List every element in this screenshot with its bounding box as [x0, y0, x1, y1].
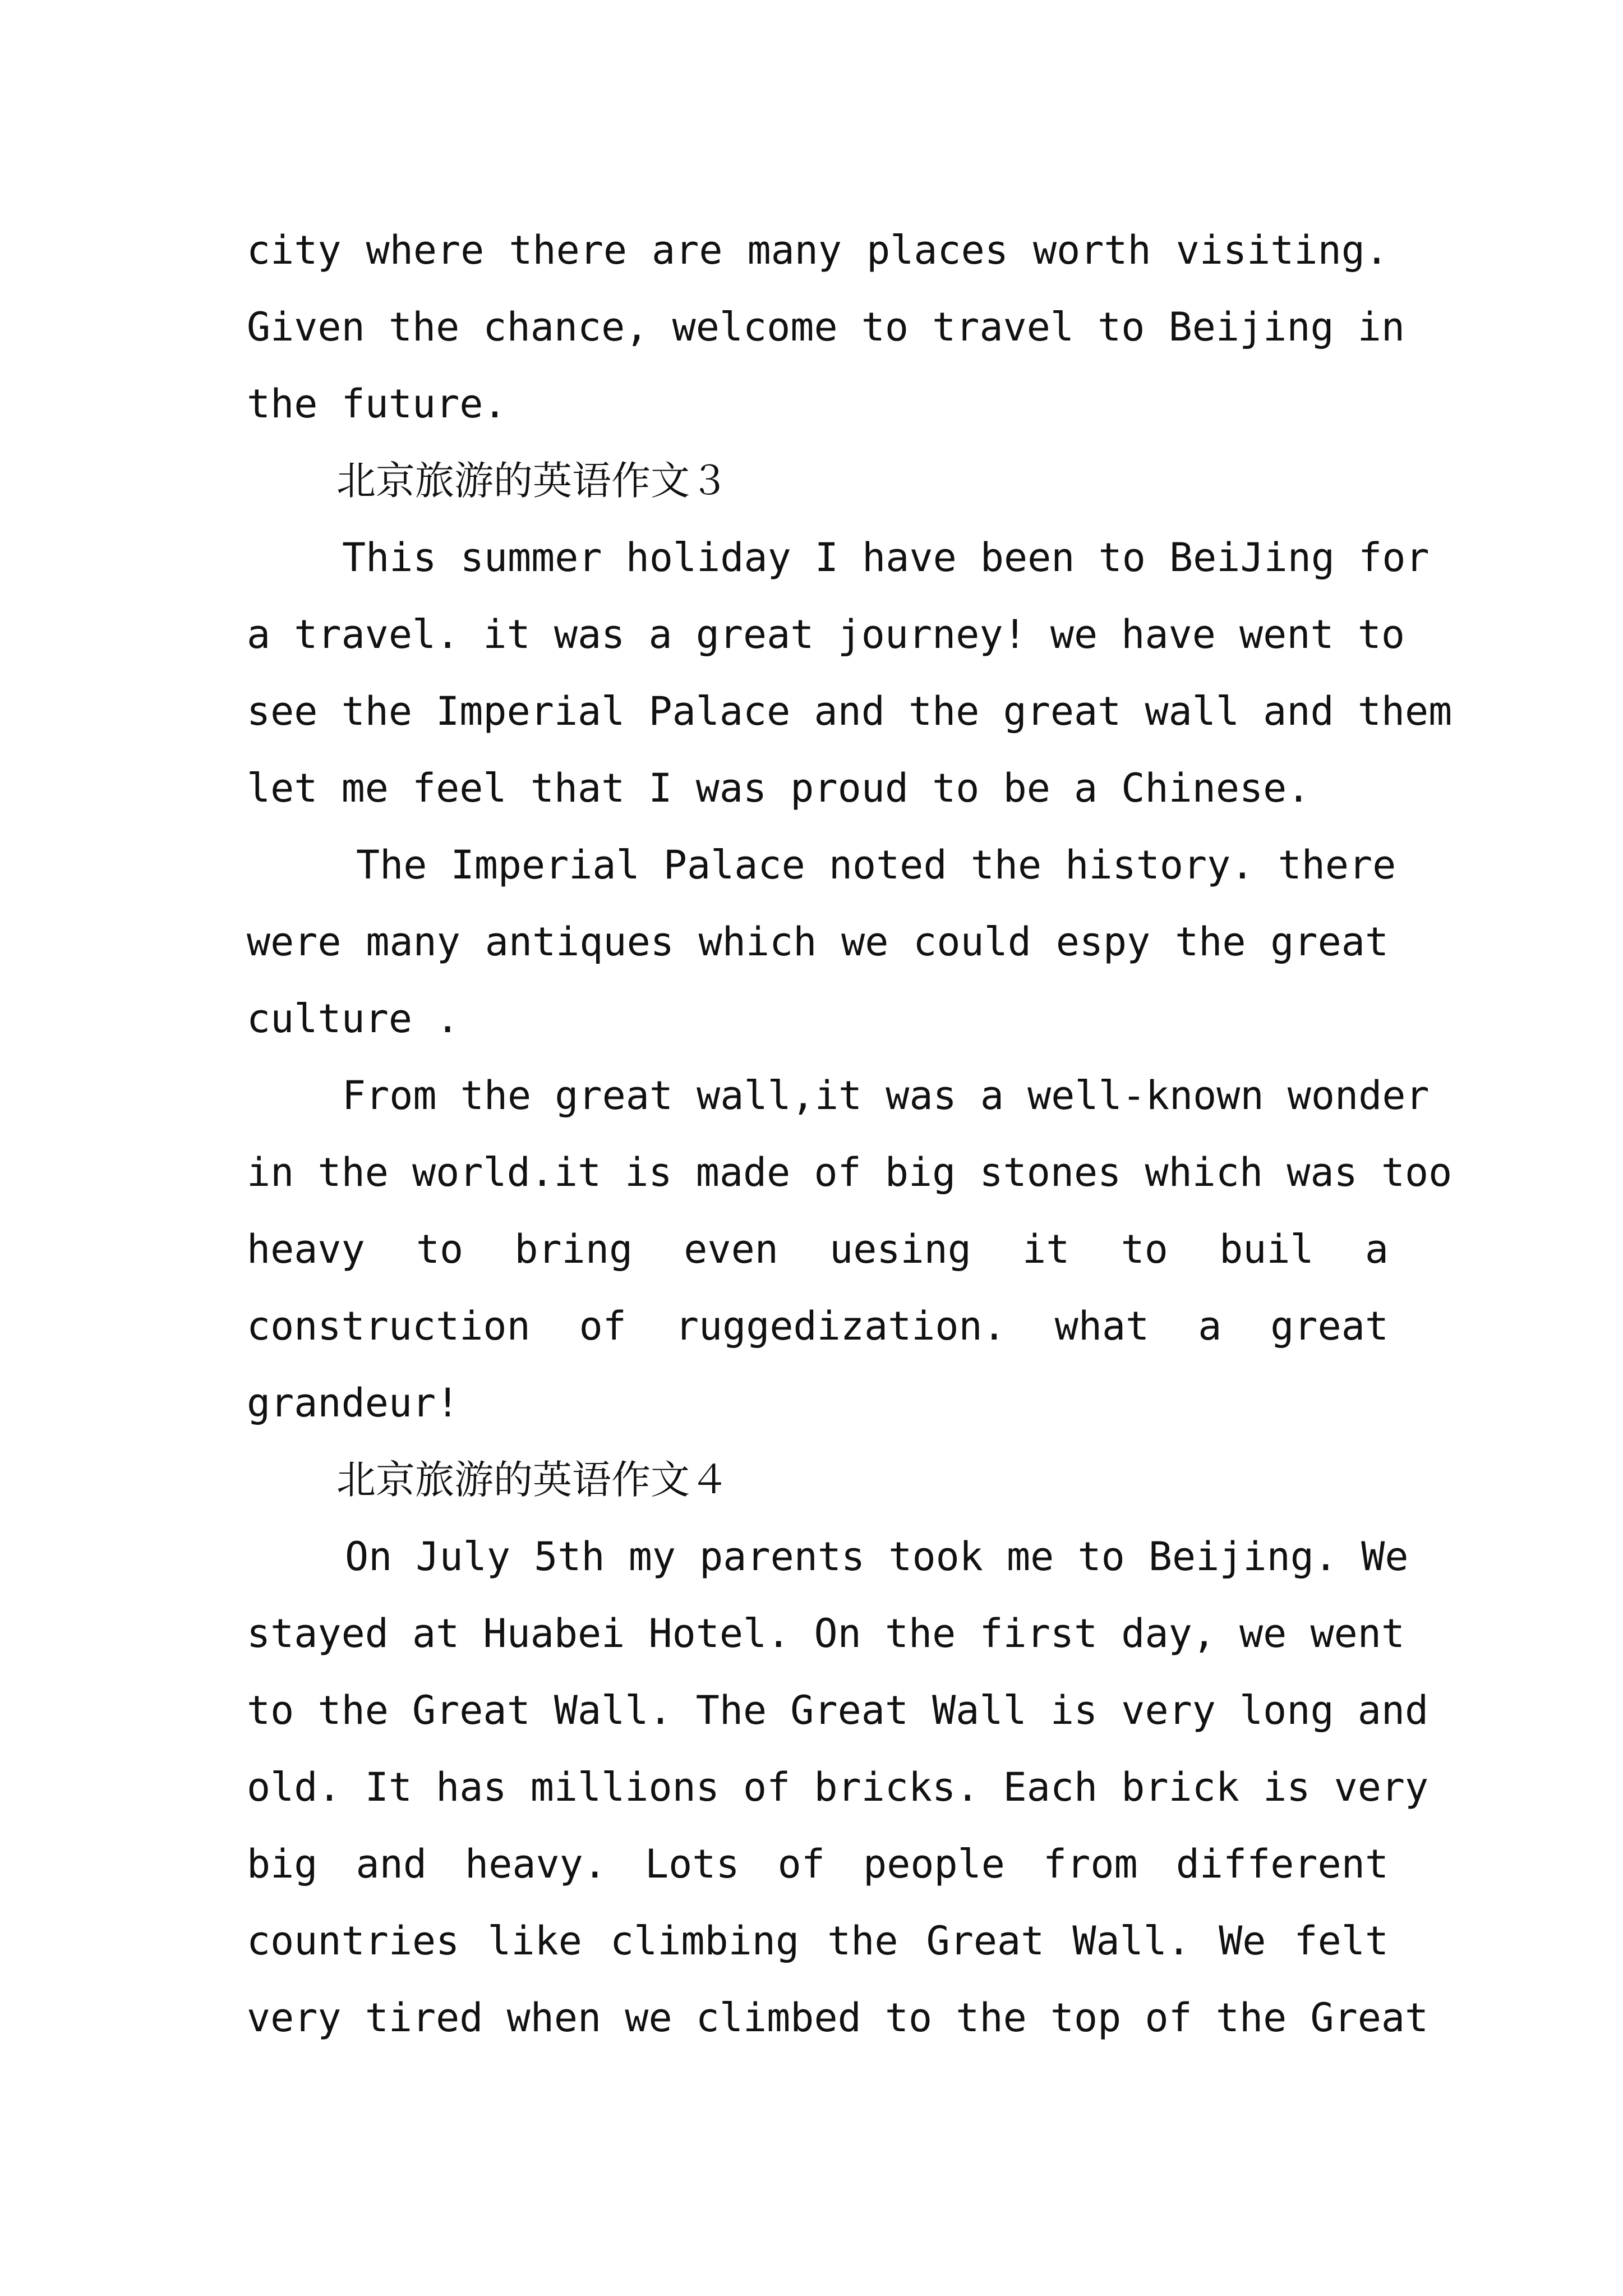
text-line: This summer holiday I have been to BeiJing for: [342, 535, 1430, 581]
text-line: countries like climbing the Great Wall. We felt: [247, 1918, 1389, 1964]
text-line: see the Imperial Palace and the great wall and them: [247, 688, 1453, 734]
text-line: in the world.it is made of big stones which was too: [247, 1149, 1453, 1195]
text-line: let me feel that I was proud to be a Chinese.: [247, 765, 1311, 811]
text-line: Given the chance, welcome to travel to Beijing in: [247, 304, 1405, 350]
essay-4-paragraph-1: [247, 1519, 1429, 2056]
text-line: very tired when we climbed to the top of the Great: [247, 1995, 1429, 2041]
text-line: stayed at Huabei Hotel. On the first day, we went: [247, 1611, 1405, 1657]
text-line: a travel. it was a great journey! we have went to: [247, 611, 1405, 657]
text-line: The Imperial Palace noted the history. there: [356, 842, 1396, 888]
text-line: old. It has millions of bricks. Each brick is very: [247, 1764, 1429, 1810]
text-line: On July 5th my parents took me to Beijing. We: [345, 1534, 1409, 1580]
text-line: city where there are many places worth visiting.: [247, 227, 1389, 273]
essay-heading-4: 北京旅游的英语作文４: [336, 1457, 729, 1503]
text-line: heavy to bring even uesing it to buil a: [247, 1226, 1389, 1272]
document-page: [247, 212, 1453, 2056]
paragraph-continuation: [247, 212, 1405, 443]
text-line: were many antiques which we could espy the great: [247, 919, 1389, 965]
text-line: grandeur!: [247, 1380, 460, 1426]
essay-3-paragraph-3: [247, 1057, 1453, 1442]
text-line: the future.: [247, 381, 507, 427]
essay-heading-3: 北京旅游的英语作文３: [336, 458, 729, 504]
text-line: to the Great Wall. The Great Wall is very long and: [247, 1687, 1429, 1733]
essay-3-paragraph-1: [247, 519, 1453, 827]
text-line: From the great wall,it was a well-known wonder: [342, 1073, 1430, 1119]
text-line: construction of ruggedization. what a great: [247, 1303, 1389, 1349]
text-line: culture .: [247, 996, 460, 1042]
essay-3-paragraph-2: [247, 827, 1396, 1057]
text-line: big and heavy. Lots of people from different: [247, 1841, 1389, 1887]
